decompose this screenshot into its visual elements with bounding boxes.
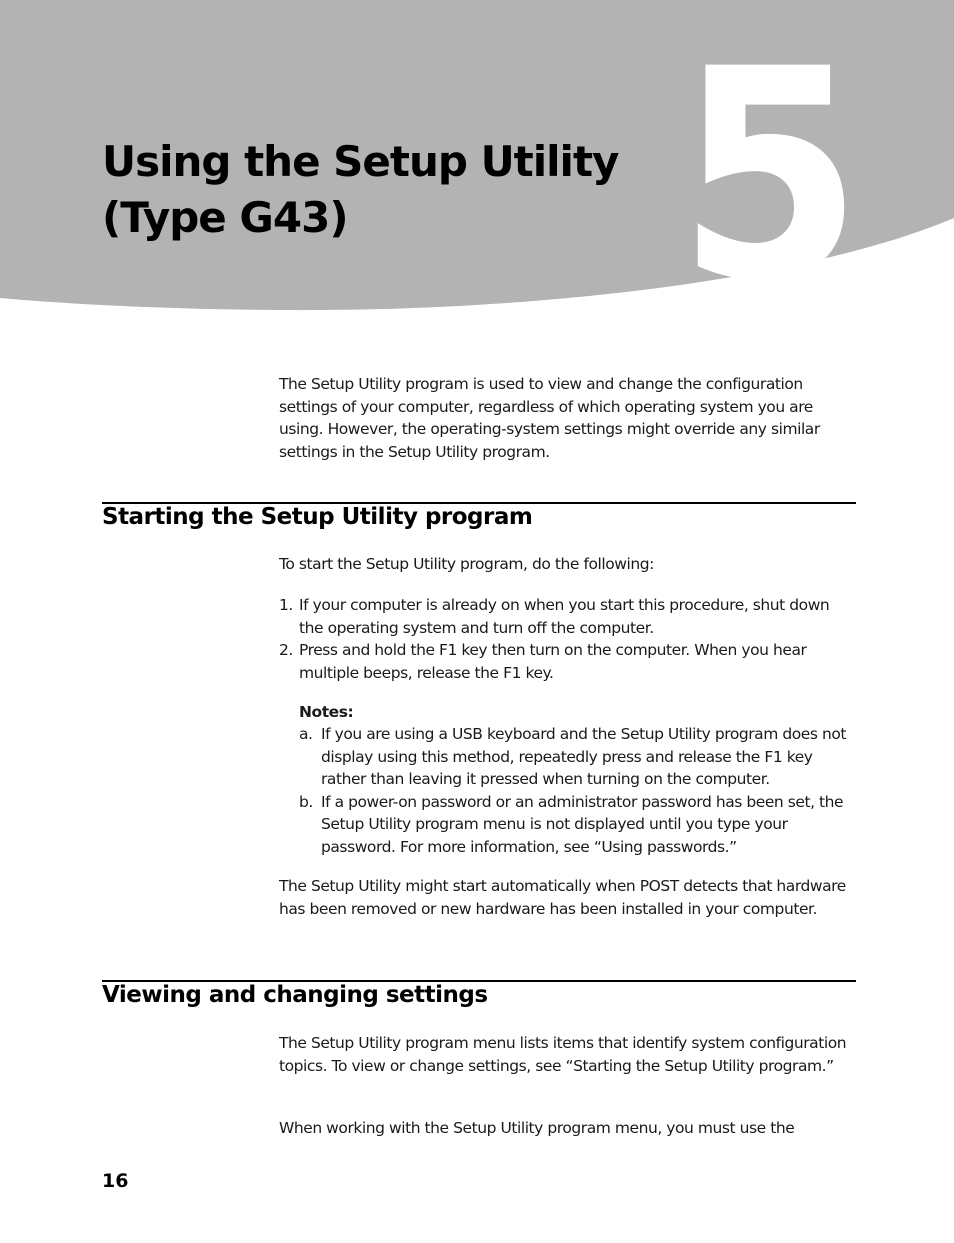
note-text: If you are using a USB keyboard and the Setup Utility program does not display using this method, repeatedly press and release the F1 key rather than leaving it pressed when turning on the computer. — [321, 725, 846, 788]
notes-list — [299, 723, 855, 858]
section2-paragraph-2: When working with the Setup Utility program menu, you must use the — [279, 1119, 795, 1137]
step-text: Press and hold the F1 key then turn on the computer. When you hear multiple beeps, release the F1 key. — [299, 641, 807, 682]
note-text: If a power-on password or an administrator password has been set, the Setup Utility program menu is not displayed until you type your password. For more information, see “Using passwords.” — [321, 792, 844, 856]
chapter-title-line-1: Using the Setup Utility — [102, 137, 619, 186]
section1-closing: The Setup Utility might start automatically when POST detects that hardware has been removed or new hardware has been installed in your computer. — [279, 877, 846, 918]
section2-paragraph-1: The Setup Utility program menu lists items that identify system configuration topics. To view or change settings, see “Starting the Setup Utility program.” — [279, 1034, 847, 1075]
list-item — [279, 639, 854, 684]
intro-paragraph: The Setup Utility program is used to view and change the configuration settings of your computer, regardless of which operating system you are using. However, the operating-system settings might override any similar settings in the Setup Utility program. — [279, 375, 820, 461]
list-item — [299, 791, 855, 859]
step-number: 2. — [279, 641, 293, 659]
chapter-title-line-2: (Type G43) — [102, 193, 348, 242]
page-number: 16 — [102, 1170, 129, 1192]
chapter-title — [102, 134, 618, 246]
step-text: If your computer is already on when you start this procedure, shut down the operating system and turn off the computer. — [299, 596, 830, 637]
section-heading-starting: Starting the Setup Utility program — [102, 504, 533, 530]
note-letter: a. — [299, 725, 313, 743]
note-letter: b. — [299, 792, 313, 811]
list-item — [299, 723, 855, 791]
section-heading-viewing: Viewing and changing settings — [102, 982, 488, 1008]
section1-lead: To start the Setup Utility program, do the following: — [279, 555, 654, 573]
notes-label: Notes: — [299, 703, 354, 721]
steps-list — [279, 594, 854, 684]
list-item — [279, 594, 854, 639]
chapter-number: 5 — [677, 6, 863, 320]
step-number: 1. — [279, 596, 293, 614]
